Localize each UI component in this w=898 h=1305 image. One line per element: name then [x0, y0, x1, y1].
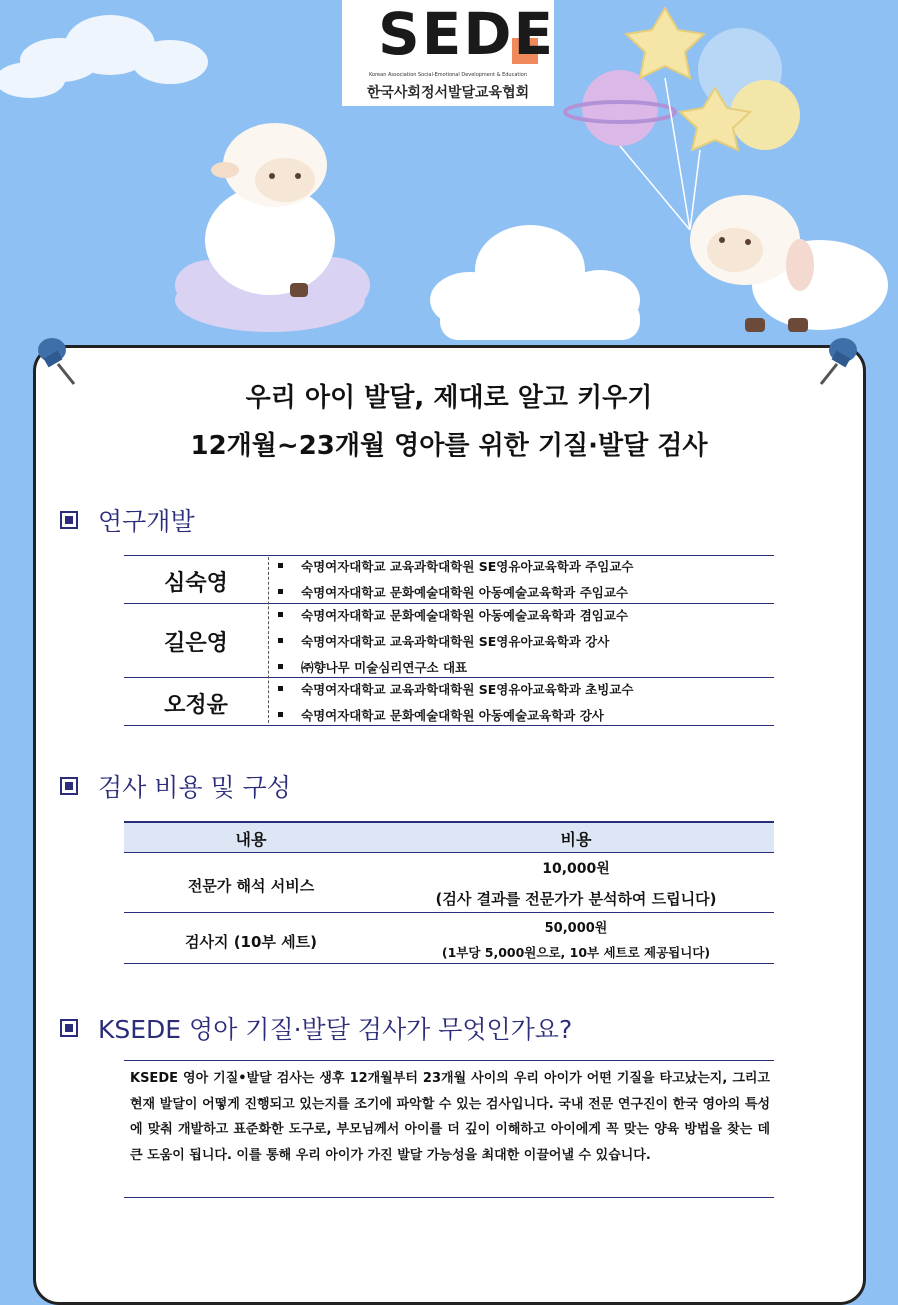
- page-title-line1: 우리 아이 발달, 제대로 알고 키우기: [245, 383, 653, 413]
- affiliation-item: 숙명여자대학교 교육과학대학원 SE영유아교육학과 초빙교수: [278, 680, 633, 698]
- table-row-divider: [124, 677, 774, 678]
- section-heading-text: 연구개발: [98, 507, 195, 536]
- cost-note: (검사 결과를 전문가가 분석하여 드립니다): [435, 890, 717, 908]
- logo-wordmark: SEDE: [378, 0, 556, 68]
- square-bullet-icon: [60, 777, 78, 795]
- section-heading-research: [60, 502, 195, 538]
- description-top-rule: [124, 1060, 774, 1061]
- table-top-rule: [124, 555, 774, 556]
- cost-item: 검사지 (10부 세트): [185, 933, 317, 951]
- affiliation-item: 숙명여자대학교 문화예술대학원 아동예술교육학과 겸임교수: [278, 606, 628, 624]
- association-logo: [342, 0, 554, 106]
- researcher-name: 심숙영: [164, 571, 228, 596]
- logo-subtitle-en: Korean Association Social-Emotional Development & Education: [369, 72, 527, 78]
- cloud-left: [0, 15, 208, 98]
- page-title-line2: 12개월~23개월 영아를 위한 기질·발달 검사: [190, 431, 708, 461]
- star-balloon-top: [626, 8, 704, 78]
- section-heading-text: KSEDE 영아 기질·발달 검사가 무엇인가요?: [98, 1015, 573, 1044]
- column-header-cost: 비용: [560, 830, 592, 849]
- cost-table-header: [124, 821, 774, 853]
- section-heading-about: [60, 1010, 572, 1046]
- researcher-name: 길은영: [164, 631, 228, 656]
- table-row-divider: [124, 912, 774, 913]
- description-text: KSEDE 영아 기질•발달 검사는 생후 12개월부터 23개월 사이의 우리 아이가 어떤 기질을 타고났는지, 그리고 현재 발달이 어떻게 진행되고 있는지를 조기에 파악할 수 있는 검사입니다. 국내 전문 연구진이 한국 영아의 특성에 맞춰 개발하고 표준화한 도구로, 부모님께서 아이를 더 깊이 이해하고 아이에게 꼭 맞는 양육 방법을 찾는 데 큰 도움이 됩니다. 이를 통해 우리 아이가 가진 발달 가능성을 최대한 이끌어낼 수 있습니다.: [130, 1071, 770, 1163]
- sheep-right: [690, 195, 888, 332]
- cloud-middle: [430, 225, 640, 340]
- section-heading-cost: [60, 768, 291, 804]
- description-bottom-rule: [124, 1197, 774, 1198]
- affiliation-item: 숙명여자대학교 문화예술대학원 아동예술교육학과 강사: [278, 706, 604, 724]
- affiliation-item: 숙명여자대학교 교육과학대학원 SE영유아교육학과 주임교수: [278, 557, 633, 575]
- table-row-divider: [124, 603, 774, 604]
- affiliation-item: ㈜향나무 미술심리연구소 대표: [278, 658, 467, 676]
- sheep-left: [205, 123, 335, 297]
- column-header-content: 내용: [235, 830, 267, 849]
- column-divider: [268, 557, 269, 723]
- researcher-name: 오정윤: [164, 693, 228, 718]
- balloon-planet: [565, 70, 675, 146]
- square-bullet-icon: [60, 511, 78, 529]
- section-heading-text: 검사 비용 및 구성: [98, 773, 291, 802]
- table-bottom-rule: [124, 725, 774, 726]
- cost-price: 50,000원: [544, 921, 608, 936]
- cost-note: (1부당 5,000원으로, 10부 세트로 제공됩니다): [441, 945, 711, 960]
- affiliation-item: 숙명여자대학교 문화예술대학원 아동예술교육학과 주임교수: [278, 583, 628, 601]
- cost-item: 전문가 해석 서비스: [187, 877, 315, 895]
- table-bottom-rule: [124, 963, 774, 964]
- logo-name-kr: 한국사회정서발달교육협회: [366, 85, 530, 101]
- cost-price: 10,000원: [542, 861, 610, 877]
- affiliation-item: 숙명여자대학교 교육과학대학원 SE영유아교육학과 강사: [278, 632, 609, 650]
- square-bullet-icon: [60, 1019, 78, 1037]
